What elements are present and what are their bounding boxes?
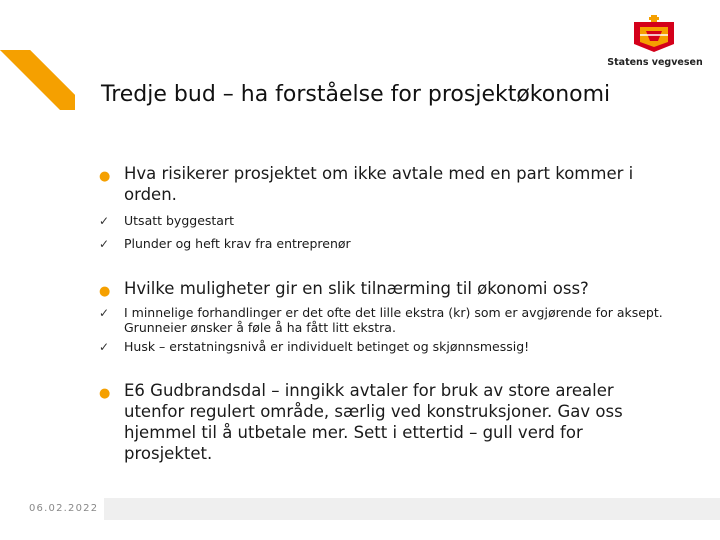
checkmark-icon: ✓: [99, 214, 110, 228]
checkmark-icon: ✓: [99, 237, 110, 251]
bullet-dot-icon: ●: [99, 169, 111, 184]
decorative-stripe: [0, 0, 80, 110]
bullet-list: [96, 163, 676, 464]
sub-bullet-item: [96, 213, 676, 228]
footer-bar: [104, 498, 720, 520]
bullet-text: Hva risikerer prosjektet om ikke avtale med en part kommer i orden.: [124, 164, 634, 204]
bullet-dot-icon: ●: [99, 284, 111, 299]
sub-bullet-item: [96, 339, 676, 354]
sub-bullet-text: Utsatt byggestart: [124, 213, 235, 228]
sub-bullet-item: [96, 236, 676, 251]
bullet-item: [96, 380, 676, 464]
bullet-text: Hvilke muligheter gir en slik tilnærming til økonomi oss?: [124, 279, 589, 298]
bullet-dot-icon: ●: [99, 386, 111, 401]
bullet-item: [96, 163, 676, 205]
checkmark-icon: ✓: [99, 340, 110, 354]
bullet-text: E6 Gudbrandsdal – inngikk avtaler for bruk av store arealer utenfor regulert område, særlig ved konstruksjoner. Gav oss hjemmel til å utbetale mer. Sett i ettertid – gull verd for prosjektet.: [124, 381, 623, 463]
slide-date: 06.02.2022: [29, 503, 99, 514]
sub-bullet-item: [96, 305, 676, 335]
sub-bullet-text: Plunder og heft krav fra entreprenør: [124, 236, 351, 251]
vegvesen-emblem-icon: [630, 14, 678, 54]
logo-text: Statens vegvesen: [607, 57, 703, 68]
sub-bullet-text: Husk – erstatningsnivå er individuelt betinget og skjønnsmessig!: [124, 339, 530, 354]
sub-bullet-text: I minnelige forhandlinger er det ofte det lille ekstra (kr) som er avgjørende for aksept. Grunneier ønsker å føle å ha fått litt ekstra.: [124, 305, 663, 335]
statens-vegvesen-logo: [600, 14, 710, 74]
checkmark-icon: ✓: [99, 306, 110, 320]
bullet-item: [96, 278, 676, 299]
slide-title: Tredje bud – ha forståelse for prosjektøkonomi: [101, 82, 611, 107]
